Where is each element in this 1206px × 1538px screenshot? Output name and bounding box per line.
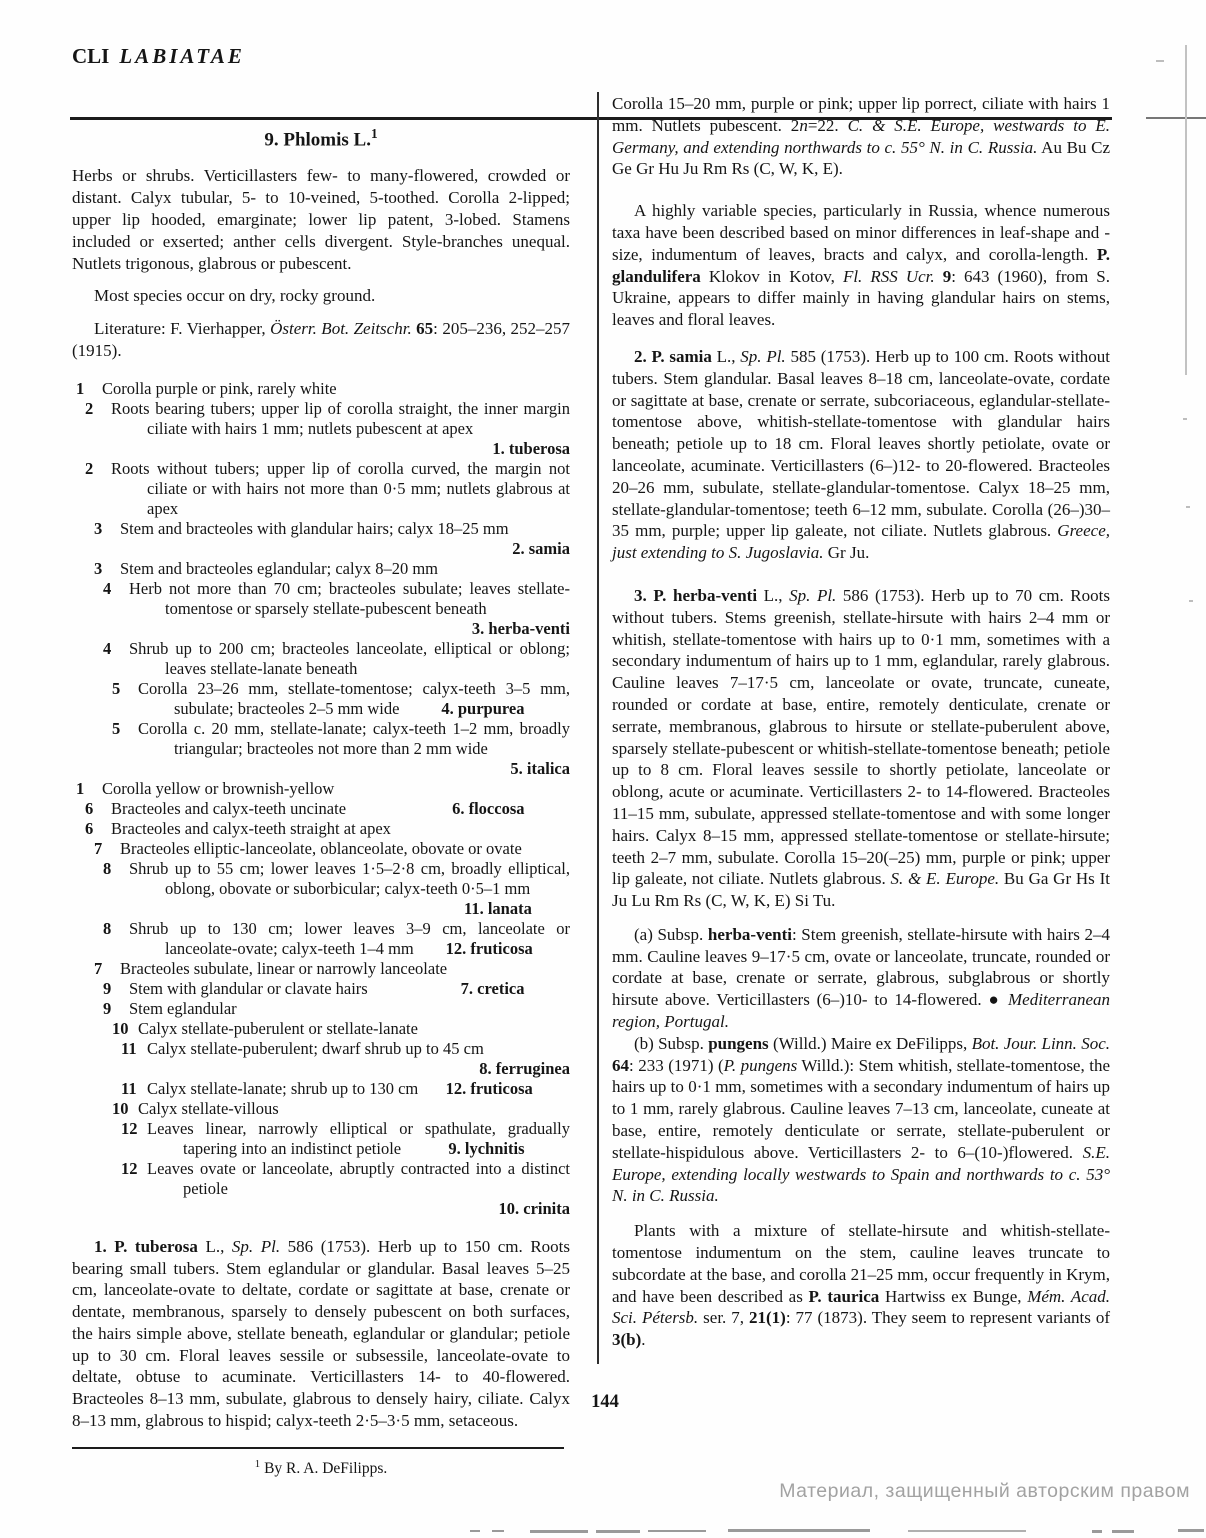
key-lead-text: Roots bearing tubers; upper lip of corolla straight, the inner margin ciliate with hairs 1 mm; nutlets pubescent at apex bbox=[111, 398, 570, 438]
scan-artifact bbox=[1112, 1530, 1134, 1533]
key-couplet-number: 9 bbox=[103, 998, 112, 1018]
glandulifera-note bbox=[612, 200, 1110, 331]
key-lead-text: Shrub up to 55 cm; lower leaves 1·5–2·8 cm, broadly elliptical, oblong, obovate or suborbicular; calyx-teeth 0·5–1 mm bbox=[129, 858, 570, 898]
scan-artifact bbox=[908, 1530, 1026, 1532]
key-couplet-number: 6 bbox=[85, 818, 94, 838]
text-run: 65 bbox=[416, 319, 434, 339]
text-run: 3. P. herba-venti bbox=[634, 585, 758, 605]
key-taxon: 7. cretica bbox=[460, 978, 525, 998]
text-run: Literature: F. Vierhapper, bbox=[94, 319, 271, 339]
text-run: L., bbox=[711, 346, 741, 366]
key-lead-text: Corolla 23–26 mm, stellate-tomentose; calyx-teeth 3–5 mm, subulate; bracteoles 2–5 mm wide bbox=[138, 678, 570, 718]
key-item bbox=[72, 979, 570, 999]
key-lead-text: Bracteoles elliptic-lanceolate, oblanceolate, obovate or ovate bbox=[120, 838, 522, 858]
scan-artifact bbox=[596, 1530, 640, 1533]
key-item bbox=[72, 1019, 570, 1039]
header-rule-fragment bbox=[1146, 117, 1206, 119]
key-item bbox=[72, 959, 570, 979]
text-run: P. pungens bbox=[723, 1055, 798, 1075]
scan-artifact bbox=[470, 1530, 480, 1532]
key-item bbox=[72, 1099, 570, 1119]
text-run: 2. P. samia bbox=[634, 346, 712, 366]
text-run: 1 bbox=[370, 126, 378, 141]
text-run: S.E. Europe, extending locally westwards to Spain and northwards to c. 53° N. in C. Russia. bbox=[612, 1142, 1110, 1206]
text-run: L., bbox=[757, 585, 790, 605]
genus-description bbox=[72, 165, 570, 274]
scan-artifact bbox=[530, 1530, 588, 1533]
text-run: 64 bbox=[612, 1055, 629, 1075]
footnote bbox=[72, 1458, 570, 1478]
scan-artifact bbox=[492, 1530, 504, 1532]
text-run: n bbox=[799, 115, 808, 135]
key-couplet-number: 7 bbox=[94, 958, 103, 978]
key-item bbox=[72, 399, 570, 459]
key-taxon: 11. lanata bbox=[463, 898, 532, 918]
key-lead-text: Bracteoles and calyx-teeth straight at apex bbox=[111, 818, 391, 838]
family-name: LABIATAE bbox=[119, 44, 245, 68]
key-taxon: 3. herba-venti bbox=[471, 618, 570, 638]
species-entry-tuberosa bbox=[72, 1236, 570, 1432]
key-couplet-number: 12 bbox=[121, 1158, 138, 1178]
text-run: : 233 (1971) ( bbox=[629, 1055, 724, 1075]
text-run: : 77 (1873). They seem to represent variants of bbox=[785, 1308, 1111, 1328]
subspecies-b bbox=[612, 1033, 1110, 1207]
key-couplet-number: 12 bbox=[121, 1118, 138, 1138]
key-couplet-number: 10 bbox=[112, 1018, 129, 1038]
subspecies-a bbox=[612, 924, 1110, 1033]
key-item bbox=[72, 819, 570, 839]
text-run: (a) Subsp. bbox=[634, 924, 708, 944]
scan-artifact bbox=[1156, 60, 1164, 62]
key-item bbox=[72, 519, 570, 559]
text-run: herba-venti bbox=[707, 924, 792, 944]
scan-artifact bbox=[648, 1530, 706, 1532]
text-run: (Willd.) Maire ex DeFilipps, bbox=[768, 1033, 972, 1053]
literature-note bbox=[72, 318, 570, 362]
text-run: By R. A. DeFilipps. bbox=[260, 1460, 388, 1478]
text-run: 9. Phlomis L. bbox=[264, 129, 371, 151]
text-run: . bbox=[641, 1330, 646, 1350]
key-lead-text: Roots without tubers; upper lip of corolla curved, the margin not ciliate or with hairs not more than 0·5 mm; nutlets glabrous at apex bbox=[111, 458, 570, 518]
key-lead-text: Stem with glandular or clavate hairs bbox=[129, 978, 368, 998]
key-lead-text: Bracteoles subulate, linear or narrowly lanceolate bbox=[120, 958, 448, 978]
text-run: Mém. Acad. Sci. Pétersb. bbox=[612, 1286, 1111, 1328]
key-couplet-number: 2 bbox=[85, 398, 94, 418]
key-couplet-number: 10 bbox=[112, 1098, 129, 1118]
key-item bbox=[72, 779, 570, 799]
key-couplet-number: 8 bbox=[103, 858, 112, 878]
key-item bbox=[72, 459, 570, 519]
key-taxon: 12. fruticosa bbox=[445, 938, 533, 958]
text-run: Sp. Pl. bbox=[789, 585, 837, 605]
scan-artifact bbox=[1186, 506, 1190, 508]
text-run: Plants with a mixture of stellate-hirsute and whitish-stellate-tomentose indumentum on the stem, cauline leaves truncate to subcordate at the base, and corolla 21–25 mm, occur frequently in Krym, and have been described as bbox=[612, 1221, 1110, 1306]
text-run: : 643 (1960), from S. Ukraine, appears to differ mainly in having glandular hairs on stems, leaves and floral leaves. bbox=[612, 266, 1111, 330]
right-column bbox=[612, 93, 1110, 1351]
taurica-note bbox=[612, 1220, 1110, 1351]
key-taxon: 5. italica bbox=[510, 758, 570, 778]
key-lead-text: Shrub up to 130 cm; lower leaves 3–9 cm, lanceolate or lanceolate-ovate; calyx-teeth 1–4 mm bbox=[129, 918, 570, 958]
text-run: Österr. Bot. Zeitschr. bbox=[270, 319, 412, 339]
text-run: Bu Ga Gr Hs It Ju Lu Rm Rs (C, W, K, E) Si Tu. bbox=[612, 869, 1110, 911]
page-number: 144 bbox=[591, 1392, 619, 1412]
key-lead-text: Bracteoles and calyx-teeth uncinate bbox=[111, 798, 347, 818]
key-item bbox=[72, 1039, 570, 1079]
text-run: 585 (1753). Herb up to 100 cm. Roots without tubers. Stem glandular. Basal leaves 8–18 cm, lanceolate-ovate, cordate or sagittate at base, crenate or serrate, subcoriaceous, eglandular-stellate-tomentose above, whitish-stellate-tomentose with glandular hairs beneath; petiole up to 18 cm. Floral leaves shortly petiolate, ovate or lanceolate, acuminate. Verticillasters (6–)12- to 20-flowered. Bracteoles 20–26 mm, subulate, stellate-glandular-tomentose. Calyx 18–25 mm, stellate-glandular-tomentose; teeth 6–12 mm, subulate. Corolla (26–)30–35 mm, purple; upper lip galeate, not ciliate. Nutlets glabrous. bbox=[612, 346, 1111, 541]
key-lead-text: Corolla purple or pink, rarely white bbox=[102, 378, 337, 398]
text-run: P. taurica bbox=[808, 1286, 880, 1306]
text-run: Gr Ju. bbox=[823, 543, 870, 563]
key-item bbox=[72, 859, 570, 919]
key-lead-text: Calyx stellate-lanate; shrub up to 130 cm bbox=[147, 1078, 419, 1098]
key-lead-text: Shrub up to 200 cm; bracteoles lanceolate, elliptical or oblong; leaves stellate-lanate beneath bbox=[129, 638, 570, 678]
key-taxon: 4. purpurea bbox=[441, 698, 525, 718]
chapter-number: CLI bbox=[72, 44, 110, 68]
species-entry-samia bbox=[612, 346, 1110, 564]
key-lead-text: Stem and bracteoles with glandular hairs; calyx 18–25 mm bbox=[120, 518, 509, 538]
running-header bbox=[72, 44, 245, 69]
key-item bbox=[72, 679, 570, 719]
key-couplet-number: 7 bbox=[94, 838, 103, 858]
key-lead-text: Corolla yellow or brownish-yellow bbox=[102, 778, 335, 798]
text-run: Corolla 15–20 mm, purple or pink; upper lip porrect, ciliate with hairs 1 mm. Nutlets pubescent. 2 bbox=[612, 94, 1110, 135]
key-couplet-number: 3 bbox=[94, 558, 103, 578]
text-run: Fl. RSS Ucr. bbox=[842, 266, 935, 286]
text-run: pungens bbox=[708, 1033, 769, 1053]
key-lead-text: Herb not more than 70 cm; bracteoles subulate; leaves stellate-tomentose or sparsely stellate-pubescent beneath bbox=[129, 578, 570, 618]
scan-artifact bbox=[1178, 1529, 1204, 1532]
key-lead-text: Calyx stellate-villous bbox=[138, 1098, 279, 1118]
text-run: Hartwiss ex Bunge, bbox=[879, 1286, 1028, 1306]
key-lead-text: Leaves linear, narrowly elliptical or spathulate, gradually tapering into an indistinct petiole bbox=[147, 1118, 570, 1158]
key-couplet-number: 1 bbox=[76, 378, 85, 398]
key-item bbox=[72, 1119, 570, 1159]
key-lead-text: Calyx stellate-puberulent; dwarf shrub up to 45 cm bbox=[147, 1038, 484, 1058]
key-taxon: 12. fruticosa bbox=[445, 1078, 533, 1098]
text-run: Au Bu Cz Ge Gr Hu Ju Rm Rs (C, W, K, E). bbox=[612, 137, 1111, 179]
key-item bbox=[72, 1079, 570, 1099]
key-taxon: 8. ferruginea bbox=[479, 1058, 570, 1078]
key-couplet-number: 9 bbox=[103, 978, 112, 998]
text-run: Herbs or shrubs. Verticillasters few- to many-flowered, crowded or distant. Calyx tubular, 5- to 10-veined, 5-toothed. Corolla 2-lipped; upper lip hooded, emarginate; lower lip patent, 3-lobed. Stamens included or exserted; anther cells divergent. Style-branches unequal. Nutlets trigonous, glabrous or pubescent. bbox=[72, 166, 570, 273]
text-run: =22. bbox=[807, 115, 848, 135]
key-couplet-number: 2 bbox=[85, 458, 94, 478]
text-run: Mediterranean region, Portugal. bbox=[612, 990, 1110, 1032]
key-lead-text: Leaves ovate or lanceolate, abruptly contracted into a distinct petiole bbox=[147, 1158, 570, 1198]
text-run: 3(b) bbox=[612, 1330, 642, 1350]
text-run: 586 (1753). Herb up to 70 cm. Roots without tubers. Stems greenish, stellate-hirsute with hairs 2–4 mm or whitish, stellate-tomentose with hairs up to 0·1 mm, sometimes with a secondary indumentum of hairs up to 1 mm, eglandular, rarely glabrous. Cauline leaves 7–17·5 cm, lanceolate or ovate, truncate, cuneate, rounded or cordate at base, entire, remotely denticulate, crenate or serrate, membranous, glabrous to hirsute or stellate-puberulent above, sparsely stellate-pubescent or whitish-stellate-tomentose beneath; petiole up to 8 cm. Floral leaves sessile to shortly petiolate, lanceolate or oblong, acute or acuminate. Verticillasters 2- to 14-flowered. Bracteoles 11–15 mm, subulate, appressed stellate-tomentose and with some longer hairs. Calyx 8–15 mm, appressed stellate-tomentose or stellate-hirsute; teeth 2–7 mm, subulate. Corolla 15–20(–25) mm, purple or pink; upper lip galeate, not ciliate. Nutlets glabrous. bbox=[612, 585, 1110, 889]
text-run: : 205–236, 252–257 (1915). bbox=[72, 319, 571, 360]
key-couplet-number: 1 bbox=[76, 778, 85, 798]
scan-artifact bbox=[1189, 600, 1193, 602]
key-taxon: 1. tuberosa bbox=[492, 438, 570, 458]
key-couplet-number: 11 bbox=[121, 1038, 137, 1058]
key-lead-text: Calyx stellate-puberulent or stellate-lanate bbox=[138, 1018, 418, 1038]
text-run: Bot. Jour. Linn. Soc. bbox=[971, 1033, 1110, 1053]
key-couplet-number: 4 bbox=[103, 578, 112, 598]
key-couplet-number: 4 bbox=[103, 638, 112, 658]
key-couplet-number: 8 bbox=[103, 918, 112, 938]
text-run: Willd.): Stem whitish, stellate-tomentose, the hairs up to 0·1 mm, sometimes with a secondary indumentum of hairs up to 1 mm, rarely glabrous. Cauline leaves 7–13 cm, lanceolate, cuneate at base, entire, remotely denticulate or serrate, stellate-puberulent or stellate-hispidulous above. Verticillasters 2- to 6–(10-)flowered. bbox=[612, 1055, 1110, 1162]
key-item bbox=[72, 839, 570, 859]
scan-artifact bbox=[1185, 45, 1187, 375]
scan-artifact bbox=[1092, 1530, 1102, 1533]
text-run: Sp. Pl. bbox=[740, 346, 786, 366]
key-item bbox=[72, 579, 570, 639]
genus-heading bbox=[72, 126, 570, 151]
key-item bbox=[72, 1159, 570, 1219]
text-run: Most species occur on dry, rocky ground. bbox=[94, 286, 376, 306]
key-couplet-number: 5 bbox=[112, 678, 121, 698]
key-taxon: 6. floccosa bbox=[452, 798, 525, 818]
text-run: C. & S.E. Europe, westwards to E. Germany, and extending northwards to c. 55° N. in C. Russia. bbox=[612, 115, 1110, 157]
key-item bbox=[72, 639, 570, 679]
key-couplet-number: 3 bbox=[94, 518, 103, 538]
text-run: S. & E. Europe. bbox=[890, 869, 1000, 889]
text-run: 1 bbox=[254, 1457, 261, 1470]
key-couplet-number: 5 bbox=[112, 718, 121, 738]
tuberosa-continuation bbox=[612, 93, 1110, 180]
text-run: A highly variable species, particularly in Russia, whence numerous taxa have been described based on minor differences in leaf-shape and -size, indumentum of leaves, bracts and calyx, and corolla-length. bbox=[612, 201, 1110, 264]
key-item bbox=[72, 999, 570, 1019]
key-item bbox=[72, 379, 570, 399]
key-item bbox=[72, 919, 570, 959]
copyright-watermark: Материал, защищенный авторским правом bbox=[779, 1480, 1190, 1502]
scan-artifact bbox=[1183, 418, 1187, 420]
key-lead-text: Stem and bracteoles eglandular; calyx 8–20 mm bbox=[120, 558, 438, 578]
key-item bbox=[72, 559, 570, 579]
text-run: (b) Subsp. bbox=[634, 1033, 709, 1053]
left-column bbox=[72, 126, 570, 1478]
key-item bbox=[72, 799, 570, 819]
key-taxon: 9. lychnitis bbox=[448, 1138, 525, 1158]
text-run: 9 bbox=[942, 266, 952, 286]
text-run: Sp. Pl. bbox=[231, 1236, 281, 1256]
text-run: P. glandulifera bbox=[612, 244, 1110, 286]
key-couplet-number: 6 bbox=[85, 798, 94, 818]
key-taxon: 2. samia bbox=[512, 538, 570, 558]
key-lead-text: Stem eglandular bbox=[129, 998, 237, 1018]
text-run: L., bbox=[197, 1236, 232, 1256]
text-run: ser. 7, bbox=[698, 1308, 750, 1328]
key-lead-text: Corolla c. 20 mm, stellate-lanate; calyx-teeth 1–2 mm, broadly triangular; bracteoles not more than 2 mm wide bbox=[138, 718, 570, 758]
text-run: : Stem greenish, stellate-hirsute with hairs 2–4 mm. Cauline leaves 9–17·5 cm, ovate or lanceolate, truncate, rounded or cordate at base, crenate or serrate, glabrous, subglabrous or shortly hirsute above. Verticillasters (6–)10- to 14-flowered. ● bbox=[612, 924, 1110, 1010]
text-run: Klokov in Kotov, bbox=[700, 266, 843, 286]
footnote-rule bbox=[72, 1447, 564, 1449]
dichotomous-key bbox=[72, 379, 570, 1219]
key-item bbox=[72, 719, 570, 779]
habitat-note bbox=[72, 285, 570, 307]
text-run: 586 (1753). Herb up to 150 cm. Roots bearing small tubers. Stem eglandular or glandular. Basal leaves 5–25 cm, lanceolate-ovate to deltate, cordate or sagittate at base, crenate or dentate, membranous, sparsely to densely pubescent on both surfaces, the hairs simple above, stellate beneath, eglandular or glandular; petiole up to 30 cm. Floral leaves sessile or subsessile, lanceolate-ovate to deltate, obtuse to acuminate. Verticillasters 14- to 40-flowered. Bracteoles 8–13 mm, subulate, glabrous to densely hairy, ciliate. Calyx 8–13 mm, glabrous to hispid; calyx-teeth 2·5–3·5 mm, setaceous. bbox=[72, 1236, 570, 1431]
column-divider bbox=[597, 92, 599, 1364]
text-run: Greece, just extending to S. Jugoslavia. bbox=[612, 521, 1110, 563]
text-run: 1. P. tuberosa bbox=[94, 1236, 198, 1256]
text-run bbox=[935, 267, 943, 286]
key-couplet-number: 11 bbox=[121, 1078, 137, 1098]
key-taxon: 10. crinita bbox=[498, 1198, 570, 1218]
species-entry-herba-venti bbox=[612, 585, 1110, 912]
scan-artifact bbox=[728, 1529, 870, 1532]
text-run: 21(1) bbox=[749, 1308, 786, 1328]
